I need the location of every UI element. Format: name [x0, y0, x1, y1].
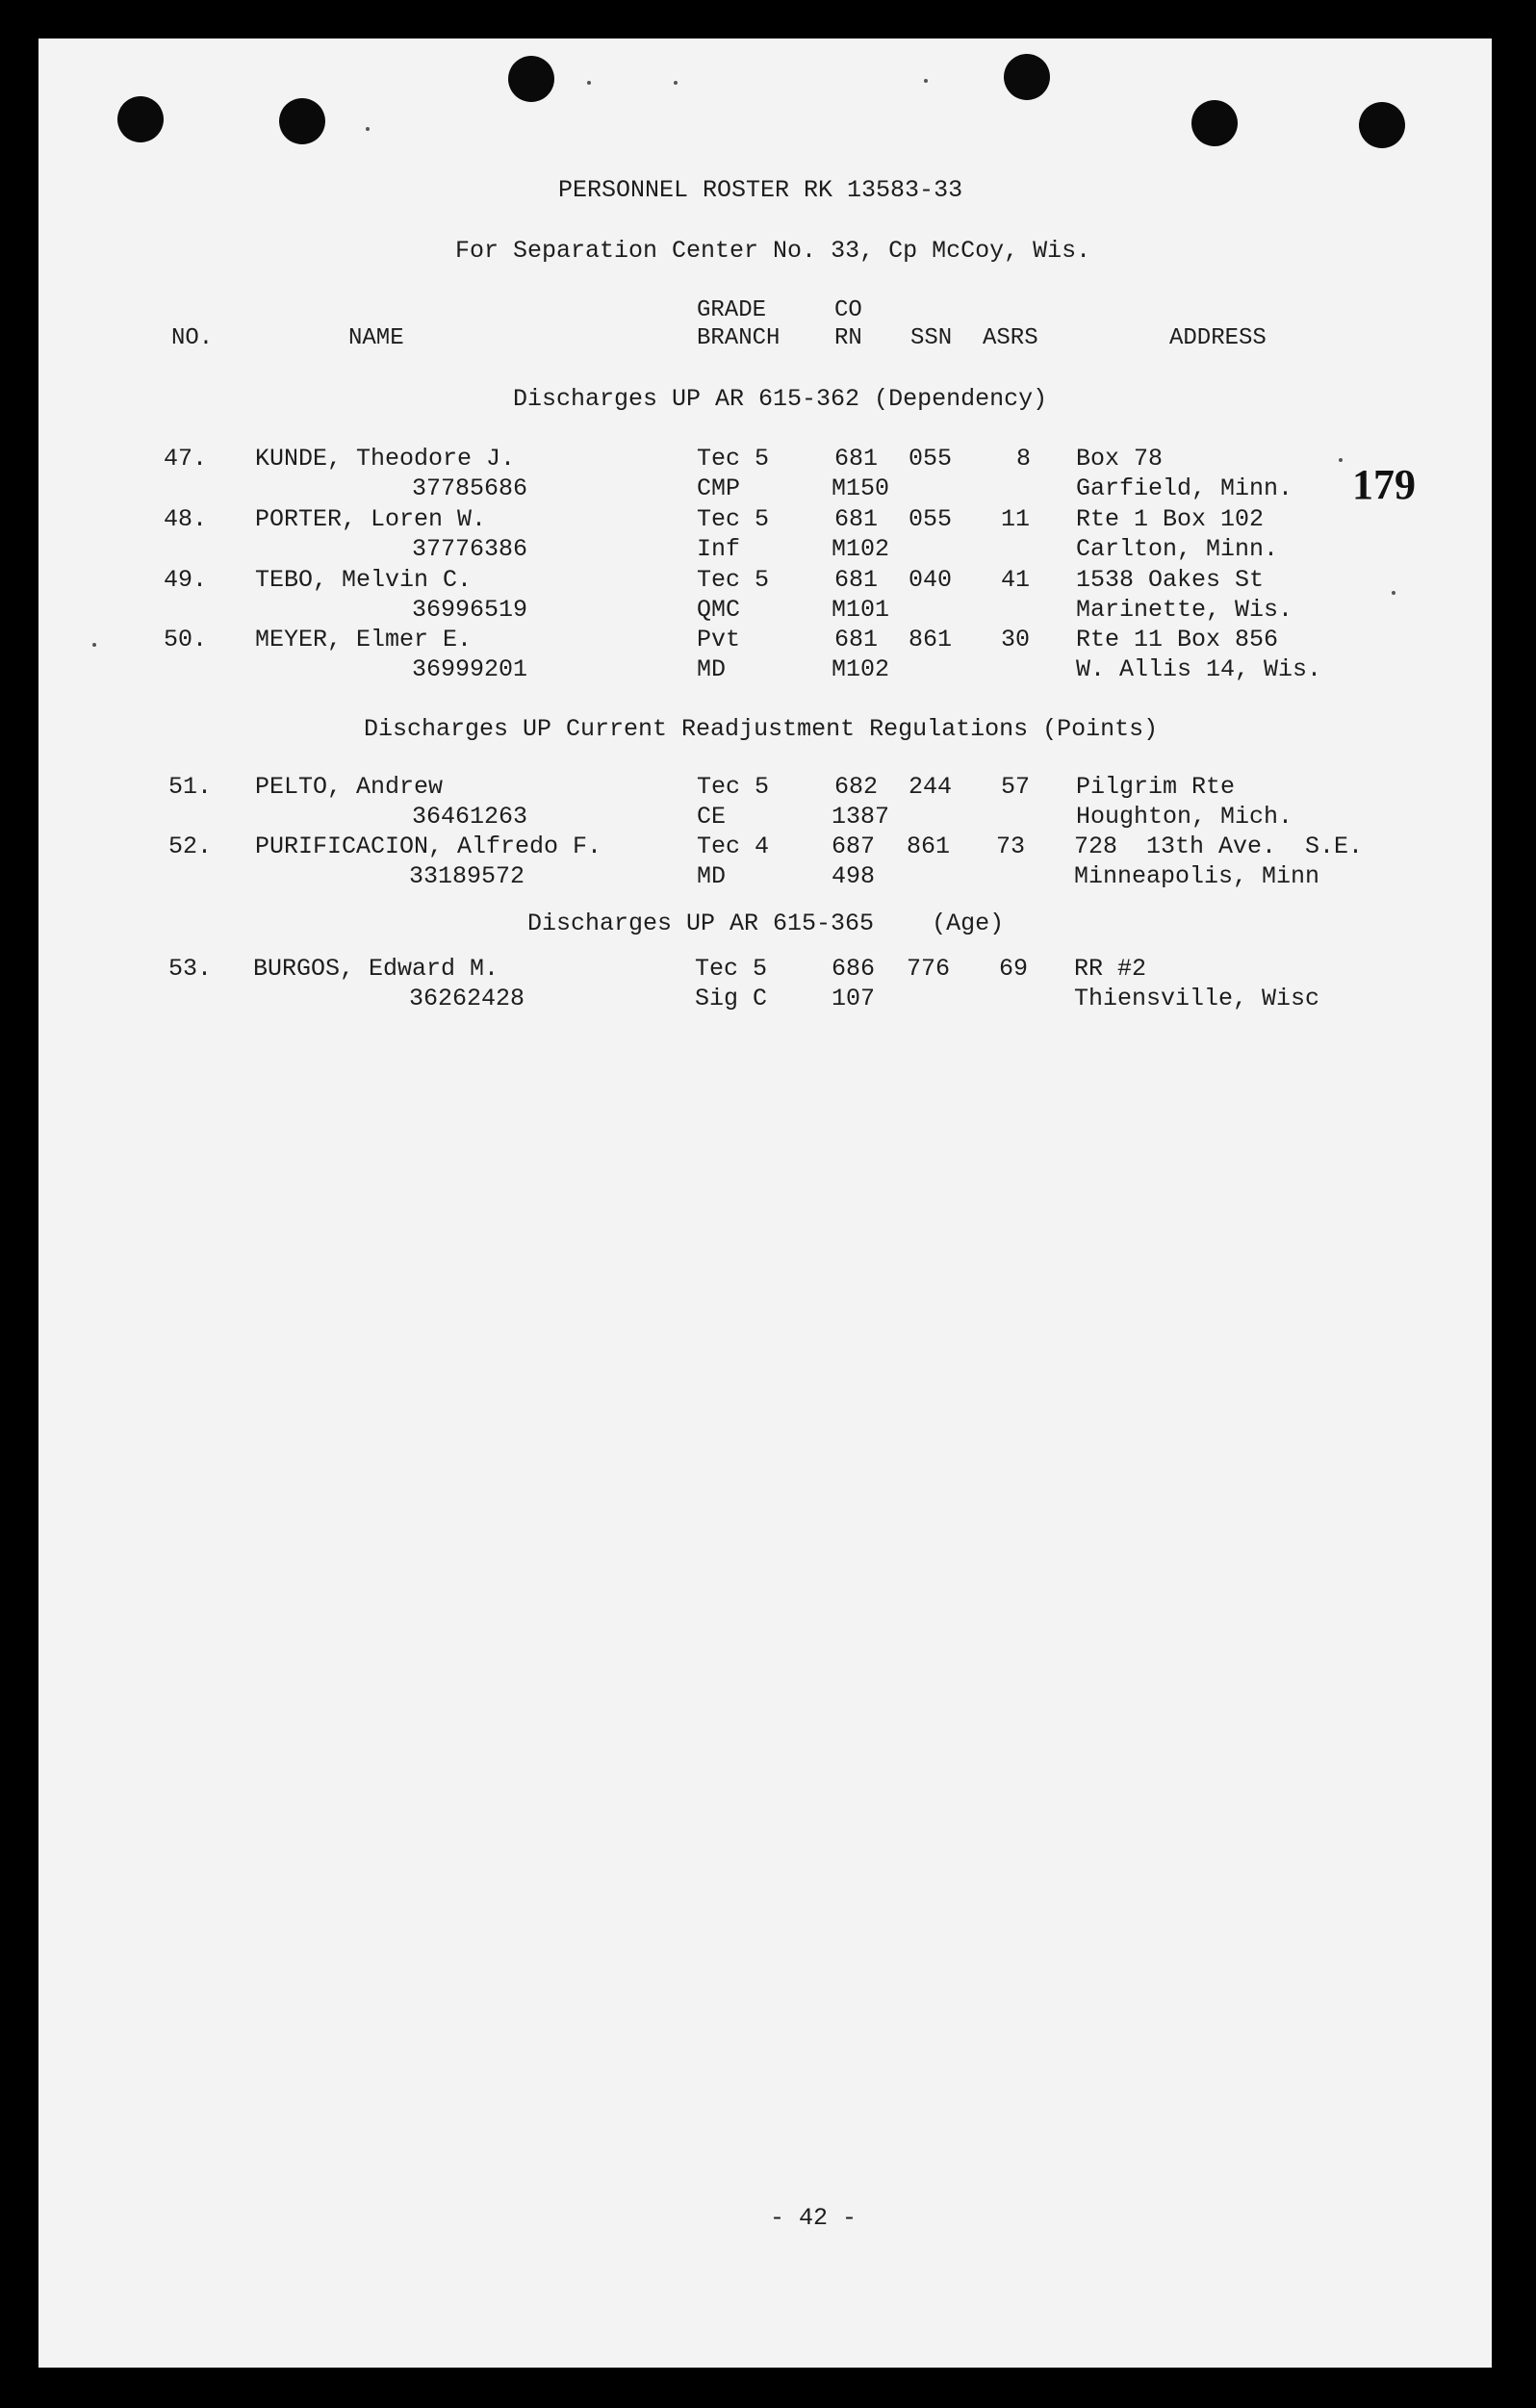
entry-co: 682 — [834, 773, 879, 801]
entry-grade: Tec 4 — [697, 833, 770, 860]
entry-address-line1: 728 13th Ave. S.E. — [1074, 833, 1364, 860]
entry-name: PURIFICACION, Alfredo F. — [255, 833, 602, 860]
column-header-ssn: SSN — [910, 325, 953, 351]
column-header-grade: GRADE — [697, 297, 767, 323]
entry-rn: M150 — [832, 474, 890, 502]
column-header-co: CO — [834, 297, 862, 323]
entry-serial: 37776386 — [412, 535, 528, 563]
entry-branch: MD — [697, 862, 727, 890]
entry-address-line2: Houghton, Mich. — [1076, 803, 1293, 831]
punch-hole — [1359, 102, 1405, 148]
entry-rn: 1387 — [832, 803, 890, 831]
section-heading: Discharges UP AR 615-365 (Age) — [527, 909, 1005, 937]
entry-branch: Inf — [697, 535, 741, 563]
entry-asrs: 11 — [1001, 505, 1031, 533]
column-header-address: ADDRESS — [1169, 325, 1267, 351]
entry-address-line1: Pilgrim Rte — [1076, 773, 1236, 801]
entry-address-line2: W. Allis 14, Wis. — [1076, 655, 1322, 683]
column-header-name: NAME — [348, 325, 404, 351]
entry-grade: Tec 5 — [697, 773, 770, 801]
paper-speck — [924, 79, 928, 83]
section-heading: Discharges UP AR 615-362 (Dependency) — [513, 385, 1048, 413]
entry-ssn: 861 — [907, 833, 951, 860]
entry-ssn: 776 — [907, 955, 951, 983]
entry-address-line2: Carlton, Minn. — [1076, 535, 1279, 563]
entry-rn: M102 — [832, 655, 890, 683]
paper-speck — [92, 643, 96, 647]
entry-address-line1: Rte 11 Box 856 — [1076, 626, 1279, 653]
paper-speck — [674, 81, 678, 85]
entry-grade: Tec 5 — [695, 955, 768, 983]
entry-number: 53. — [168, 955, 213, 983]
entry-name: PELTO, Andrew — [255, 773, 444, 801]
roster-subtitle: For Separation Center No. 33, Cp McCoy, Wis. — [455, 237, 1091, 265]
entry-co: 681 — [834, 566, 879, 594]
entry-rn: 498 — [832, 862, 876, 890]
entry-serial: 36262428 — [409, 985, 525, 1012]
entry-name: PORTER, Loren W. — [255, 505, 487, 533]
entry-grade: Tec 5 — [697, 505, 770, 533]
entry-asrs: 8 — [1016, 445, 1032, 473]
section-heading: Discharges UP Current Readjustment Regulations (Points) — [364, 715, 1159, 743]
entry-rn: M102 — [832, 535, 890, 563]
punch-hole — [117, 96, 164, 142]
entry-address-line2: Thiensville, Wisc — [1074, 985, 1320, 1012]
entry-asrs: 30 — [1001, 626, 1031, 653]
entry-address-line2: Minneapolis, Minn — [1074, 862, 1320, 890]
column-header-no: NO. — [171, 325, 214, 351]
punch-hole — [508, 56, 554, 102]
column-header-rn: RN — [834, 325, 862, 351]
entry-address-line1: Box 78 — [1076, 445, 1164, 473]
entry-serial: 36999201 — [412, 655, 528, 683]
entry-asrs: 41 — [1001, 566, 1031, 594]
entry-ssn: 244 — [909, 773, 953, 801]
entry-ssn: 040 — [909, 566, 953, 594]
entry-grade: Pvt — [697, 626, 741, 653]
entry-grade: Tec 5 — [697, 566, 770, 594]
entry-branch: MD — [697, 655, 727, 683]
entry-number: 48. — [164, 505, 208, 533]
entry-ssn: 055 — [909, 445, 953, 473]
entry-number: 50. — [164, 626, 208, 653]
entry-serial: 37785686 — [412, 474, 528, 502]
page-number: - 42 - — [770, 2204, 858, 2232]
entry-rn: M101 — [832, 596, 890, 624]
entry-address-line2: Garfield, Minn. — [1076, 474, 1293, 502]
paper-speck — [587, 81, 591, 85]
entry-co: 681 — [834, 505, 879, 533]
entry-address-line1: Rte 1 Box 102 — [1076, 505, 1265, 533]
entry-rn: 107 — [832, 985, 876, 1012]
entry-branch: CMP — [697, 474, 741, 502]
entry-co: 681 — [834, 626, 879, 653]
entry-branch: QMC — [697, 596, 741, 624]
entry-ssn: 055 — [909, 505, 953, 533]
entry-asrs: 57 — [1001, 773, 1031, 801]
column-header-asrs: ASRS — [983, 325, 1038, 351]
entry-branch: Sig C — [695, 985, 768, 1012]
entry-number: 47. — [164, 445, 208, 473]
entry-ssn: 861 — [909, 626, 953, 653]
entry-co: 686 — [832, 955, 876, 983]
entry-branch: CE — [697, 803, 727, 831]
paper-speck — [1339, 458, 1343, 462]
entry-grade: Tec 5 — [697, 445, 770, 473]
folio-number: 179 — [1352, 461, 1416, 508]
entry-address-line1: 1538 Oakes St — [1076, 566, 1265, 594]
paper-speck — [1392, 591, 1395, 595]
punch-hole — [279, 98, 325, 144]
entry-co: 681 — [834, 445, 879, 473]
entry-number: 49. — [164, 566, 208, 594]
entry-asrs: 69 — [999, 955, 1029, 983]
paper-speck — [366, 127, 370, 131]
entry-address-line1: RR #2 — [1074, 955, 1147, 983]
entry-name: BURGOS, Edward M. — [253, 955, 499, 983]
entry-co: 687 — [832, 833, 876, 860]
entry-number: 52. — [168, 833, 213, 860]
entry-name: KUNDE, Theodore J. — [255, 445, 516, 473]
entry-serial: 36996519 — [412, 596, 528, 624]
entry-serial: 33189572 — [409, 862, 525, 890]
entry-asrs: 73 — [996, 833, 1026, 860]
entry-number: 51. — [168, 773, 213, 801]
entry-address-line2: Marinette, Wis. — [1076, 596, 1293, 624]
column-header-branch: BRANCH — [697, 325, 781, 351]
entry-name: TEBO, Melvin C. — [255, 566, 473, 594]
punch-hole — [1191, 100, 1238, 146]
entry-serial: 36461263 — [412, 803, 528, 831]
entry-name: MEYER, Elmer E. — [255, 626, 473, 653]
punch-hole — [1004, 54, 1050, 100]
roster-title: PERSONNEL ROSTER RK 13583-33 — [558, 176, 963, 204]
